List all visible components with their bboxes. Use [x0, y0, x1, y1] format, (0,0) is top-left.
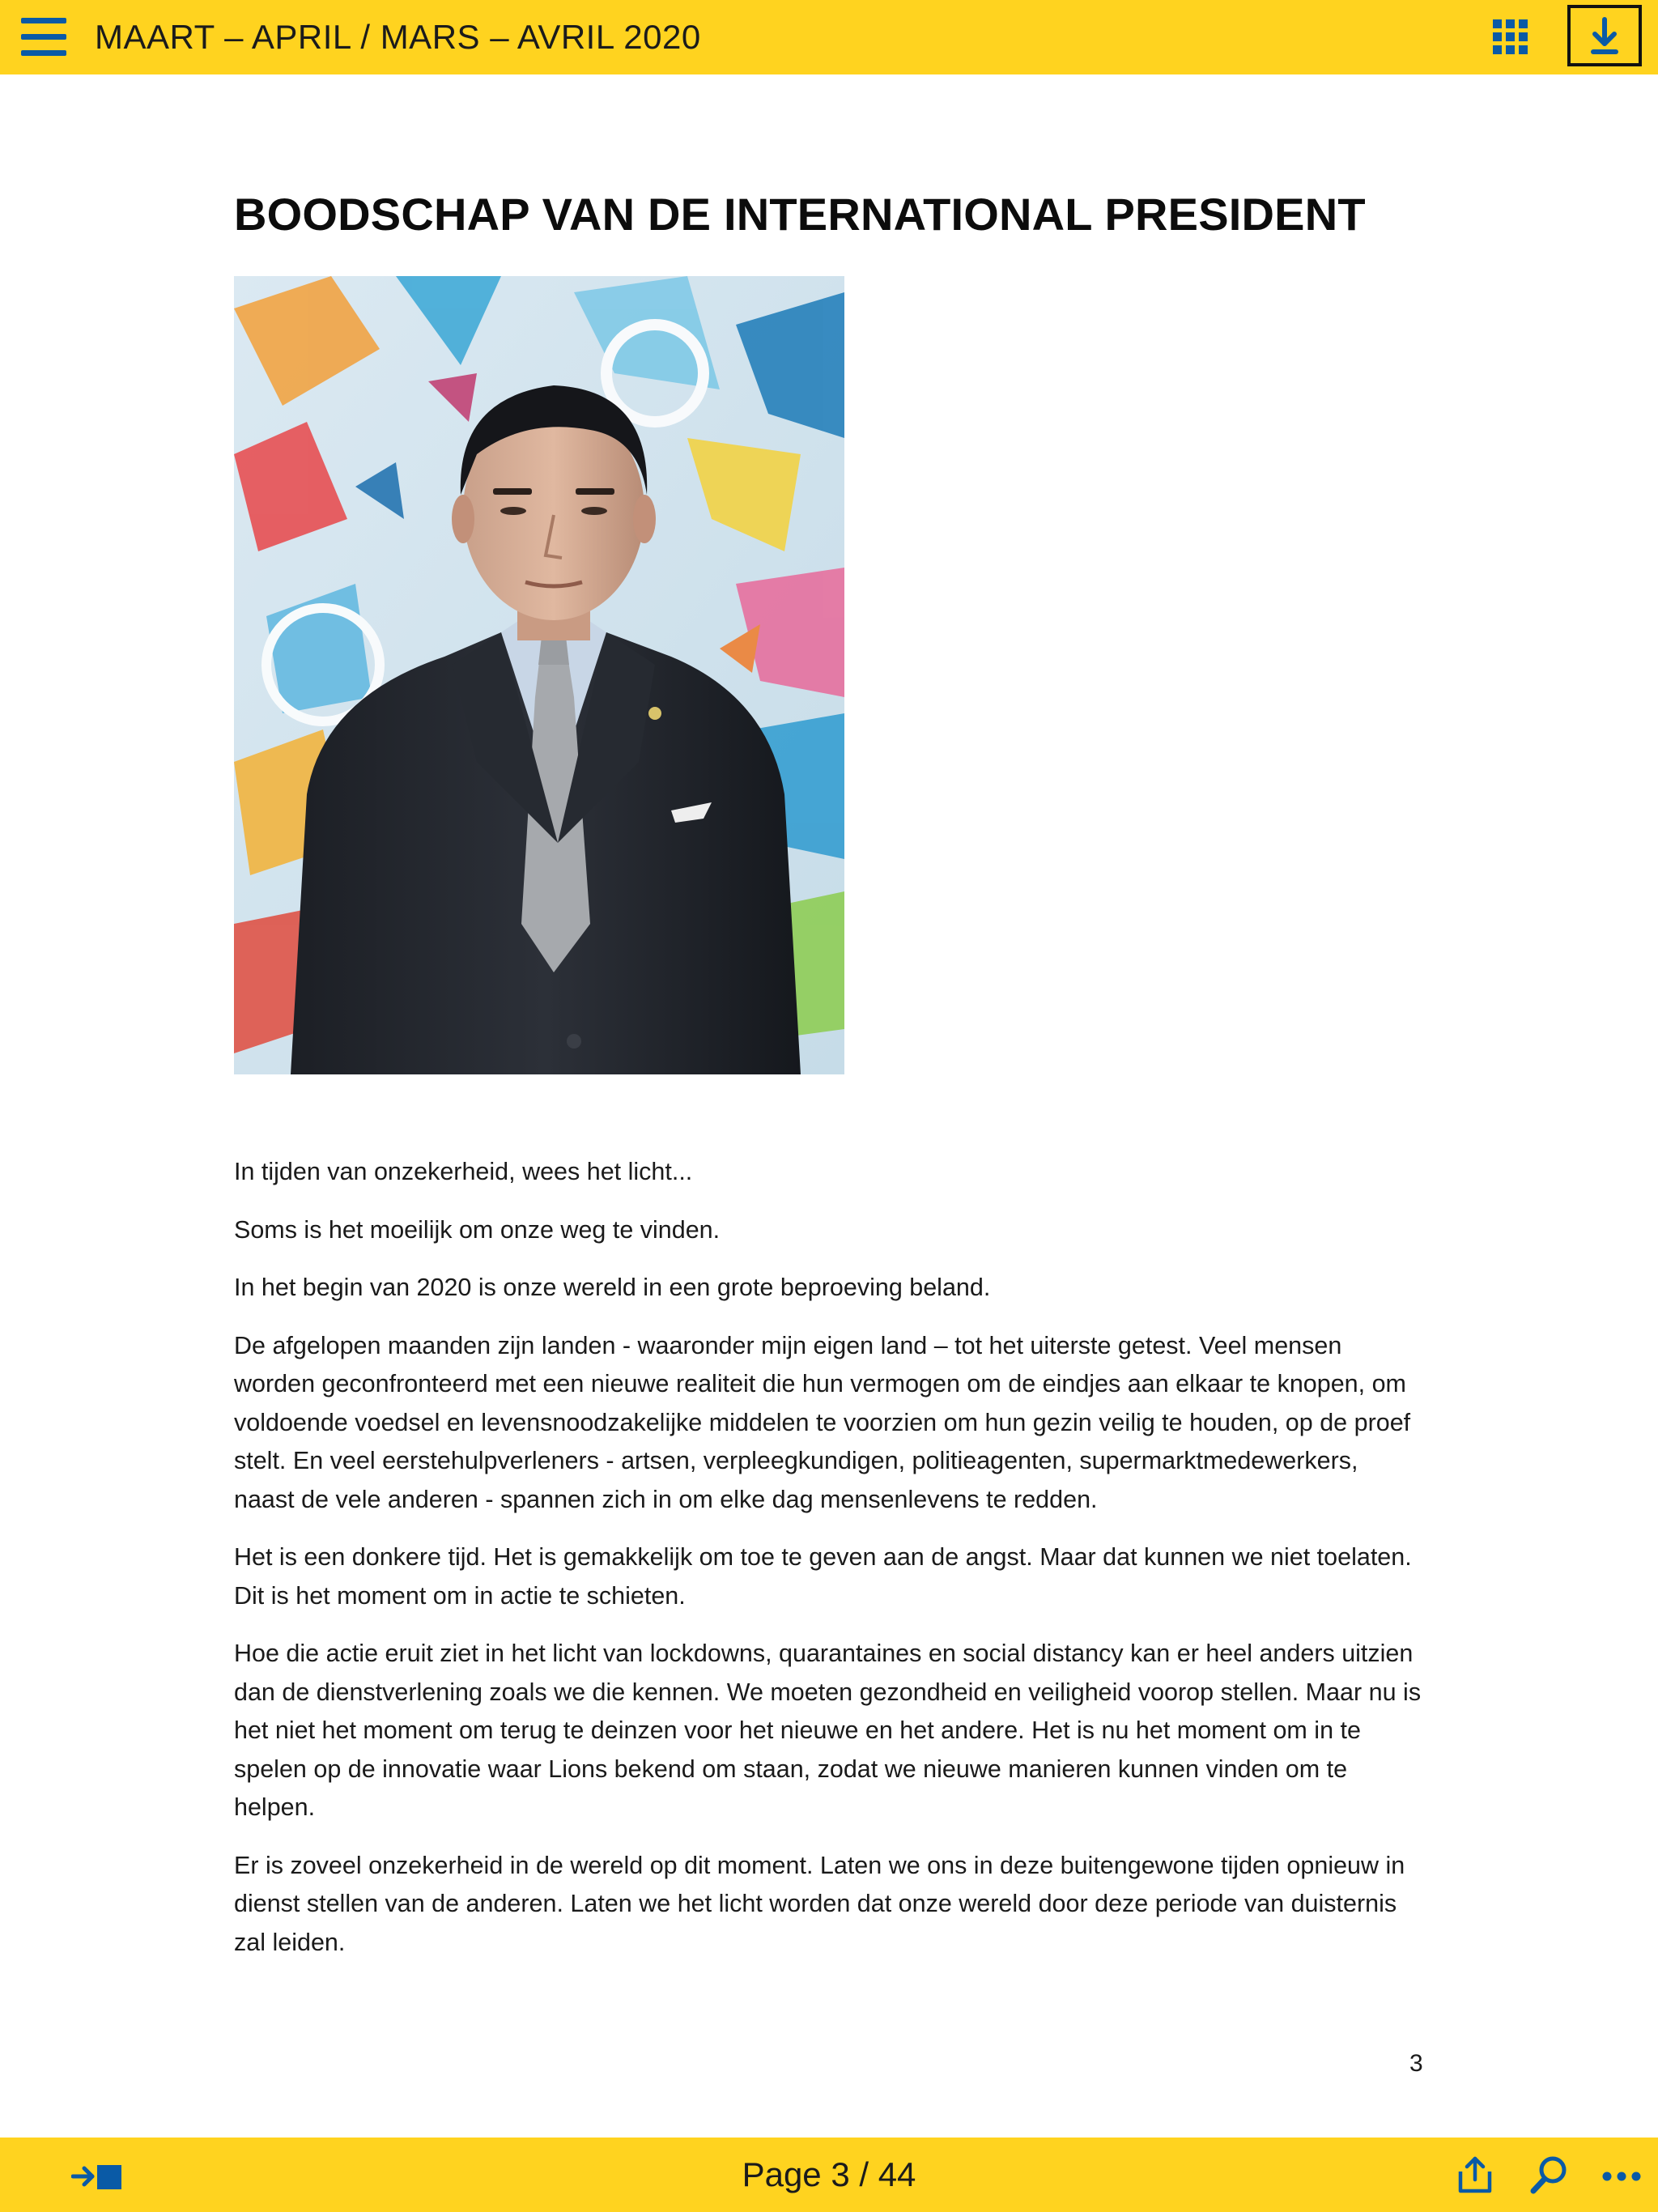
document-page-number: 3: [1409, 2050, 1423, 2077]
paragraph: Hoe die actie eruit ziet in het licht van lockdowns, quarantaines en social distancy kan er heel anders uitzien dan de dienstverlening zoals we die kennen. We moeten gezondheid en veiligheid voorop stellen. Maar nu is het niet het moment om terug te deinzen voor het nieuwe en het andere. Het is nu het moment om in te spelen op de innovatie waar Lions bekend om staan, zodat we nieuwe manieren kunnen vinden om te helpen.: [234, 1640, 1422, 1821]
top-toolbar: [0, 0, 1658, 74]
paragraph: Het is een donkere tijd. Het is gemakkelijk om toe te geven aan de angst. Maar dat kunnen we niet toelaten. Dit is het moment om in actie te schieten.: [234, 1543, 1412, 1610]
paragraph: Er is zoveel onzekerheid in de wereld op dit moment. Laten we ons in deze buitengewone tijden opnieuw in dienst stellen van de anderen. Laten we het licht worden dat onze wereld door deze periode van duisternis zal leiden.: [234, 1851, 1405, 1956]
page-title: BOODSCHAP VAN DE INTERNATIONAL PRESIDENT: [234, 189, 1366, 240]
paragraph: Soms is het moeilijk om onze weg te vinden.: [234, 1215, 721, 1244]
search-icon[interactable]: [1528, 2154, 1571, 2196]
share-icon[interactable]: [1454, 2154, 1496, 2196]
more-options-icon[interactable]: [1601, 2154, 1642, 2196]
page-indicator: Page 3 / 44: [742, 2155, 916, 2193]
download-icon: [1588, 16, 1621, 57]
publication-title: MAART – APRIL / MARS – AVRIL 2020: [95, 18, 701, 56]
article-body: [234, 1153, 1424, 1981]
paragraph: In het begin van 2020 is onze wereld in een grote beproeving beland.: [234, 1274, 991, 1301]
bottom-toolbar: [0, 2138, 1658, 2212]
exit-fullscreen-icon[interactable]: [71, 2160, 126, 2193]
paragraph: In tijden van onzekerheid, wees het licht...: [234, 1158, 693, 1185]
president-portrait-photo: [234, 276, 844, 1074]
hamburger-menu-icon[interactable]: [21, 18, 66, 57]
paragraph: De afgelopen maanden zijn landen - waaronder mijn eigen land – tot het uiterste getest. Veel mensen worden geconfronteerd met een nieuwe realiteit die hun vermogen om de eindjes aan elkaar te knopen, om voldoende voedsel en levensnoodzakelijke middelen te voorzien om hun gezin veilig te houden, op de proef stelt. En veel eerstehulpverleners - artsen, verpleegkundigen, politieagenten, supermarktmedewerkers, naast de vele anderen - spannen zich in om elke dag mensenlevens te redden.: [234, 1331, 1411, 1513]
download-button[interactable]: [1567, 5, 1642, 66]
grid-view-icon[interactable]: [1493, 19, 1528, 55]
